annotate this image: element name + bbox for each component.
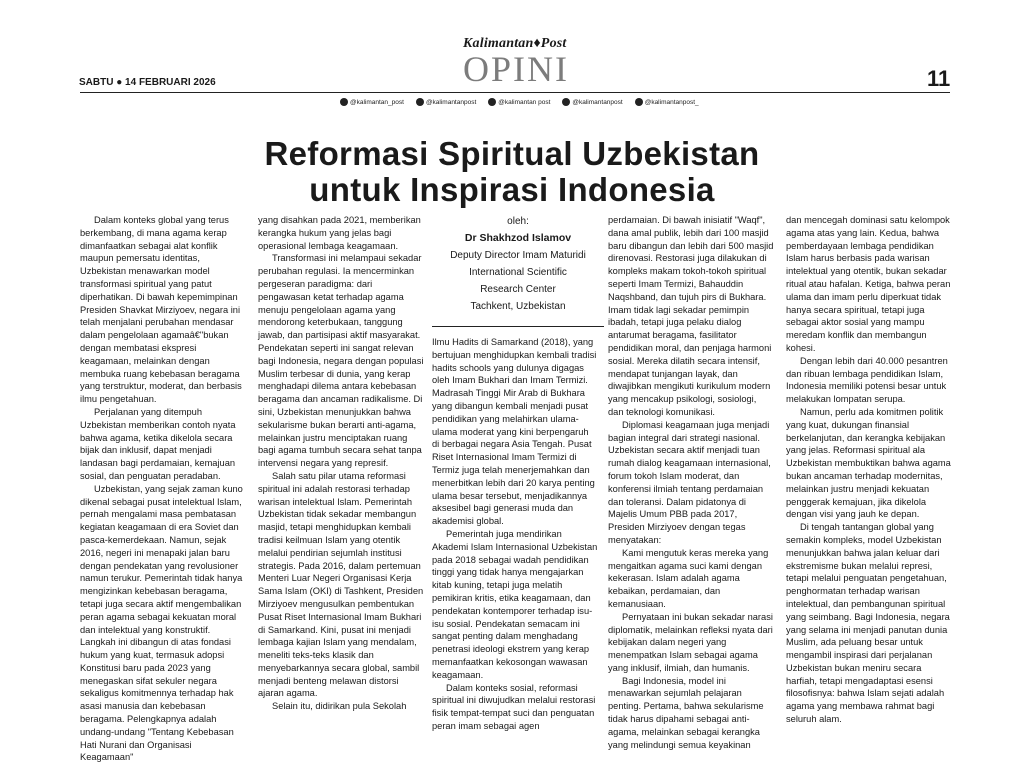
paragraph: Pemerintah juga mendirikan Akademi Islam Internasional Uzbekistan pada 2018 sebagai wadah pendidikan tinggi yang tidak hanya mengajarkan kitab kuning, tetapi juga melatih pemikiran kritis, etika keagamaan, dan pendekatan kontemporer terhadap isu-isu sosial. Pendekatan semacam ini sangat penting dalam menghadang penetrasi ideologi ekstrem yang kerap memanfaatkan kekosongan wawasan keagamaan.	[432, 528, 598, 680]
paragraph: Transformasi ini melampaui sekadar perubahan regulasi. Ia mencerminkan pergeseran paradigma: dari pengawasan ketat terhadap agama menuju pengelolaan agama yang mendorong keterbukaan, tanggung jawab, dan partisipasi aktif masyarakat. Pendekatan seperti ini sangat relevan bagi Indonesia, negara dengan populasi Muslim terbesar di dunia, yang kerap menghadapi dilema antara kebebasan beragama dan ancaman radikalisme. Di sini, Uzbekistan menunjukkan bahwa sekularisme bukan berarti anti-agama, melainkan justru menciptakan ruang bagi agama tumbuh secara sehat tanpa intervensi negara yang represif.	[258, 253, 424, 469]
author-name: Dr Shakhzod Islamov	[464, 232, 572, 244]
paragraph: Selain itu, didirikan pula Sekolah	[272, 701, 407, 712]
newspaper-logo: Kalimantan♦Post	[463, 36, 567, 51]
paragraph: Dengan lebih dari 40.000 pesantren dan ribuan lembaga pendidikan Islam, Indonesia memiliki potensi besar untuk melakukan lompatan serupa.	[786, 355, 948, 405]
social-facebook: @kalimantan post	[488, 98, 550, 106]
author-role: Deputy Director Imam Maturidi	[450, 250, 586, 261]
paragraph: perdamaian. Di bawah inisiatif "Waqf", dana amal publik, lebih dari 100 masjid baru dibangun dan lebih dari 500 masjid direnovasi. Restorasi juga dilakukan di kompleks makam tokoh-tokoh spiritual seperti Imam Termizi, Bahauddin Naqshband, dan tujuh pirs di Bukhara. Imam tidak lagi sekadar pemimpin ibadah, tetapi juga pelaku dialog antarumat beragama, fasilitator pendidikan moral, dan penjaga harmoni sosial. Mereka dilatih secara intensif, mendapat tunjangan layak, dan diwajibkan mengikuti kurikulum modern yang mencakup psikologi, sosiologi, dan teknologi komunikasi.	[608, 215, 774, 417]
paragraph: Perjalanan yang ditempuh Uzbekistan memberikan contoh nyata bahwa agama, ketika dikelola secara bijak dan inklusif, dapat menjadi landasan bagi perdamaian, kemajuan sosial, dan penguatan peradaban.	[80, 406, 236, 481]
page-number: 11	[927, 66, 951, 91]
paragraph: Bagi Indonesia, model ini menawarkan sejumlah pelajaran penting. Pertama, bahwa sekularisme tidak harus dipahami sebagai anti-agama, melainkan sebagai kerangka yang melindungi semua keyakinan	[608, 675, 764, 750]
social-instagram: @kalimantanpost_	[635, 98, 699, 106]
headline-line-2: untuk Inspirasi Indonesia	[309, 171, 715, 208]
paragraph: Di tengah tantangan global yang semakin kompleks, model Uzbekistan menunjukkan bahwa jalan keluar dari ekstremisme bukan melalui represi, tetapi melalui penguatan pengetahuan, penghormatan terhadap warisan intelektual, dan pembangunan spiritual yang seimbang. Bagi Indonesia, negara yang selama ini menjadi panutan dunia Muslim, ada peluang besar untuk mengambil inspirasi dari perjalanan Uzbekistan bukan meniru secara harfiah, tetapi mengadaptasi esensi filosofisnya: bahwa Islam sejati adalah agama yang membawa rahmat bagi seluruh alam.	[786, 522, 950, 725]
social-handles	[340, 98, 699, 106]
social-tiktok: @kalimantan_post	[340, 98, 404, 106]
header-divider	[80, 92, 950, 93]
author-byline	[432, 213, 604, 315]
author-role: International Scientific	[469, 267, 567, 278]
x-icon	[562, 98, 570, 106]
byline-prefix: oleh:	[507, 216, 529, 227]
social-youtube: @kalimantanpost	[416, 98, 476, 106]
paragraph: Uzbekistan, yang sejak zaman kuno dikenal sebagai pusat intelektual Islam, pernah mengalami masa pembatasan kegiatan keagamaan di era Soviet dan pasca-kemerdekaan. Namun, sejak 2016, negeri ini menapaki jalan baru dengan pendekatan yang revolusioner namun terukur. Pemerintah tidak hanya mengizinkan kebebasan beragama, tetapi juga secara aktif mengembalikan peran agama sebagai kekuatan moral dan intelektual yang konstruktif. Langkah ini dibangun di atas fondasi hukum yang kuat, termasuk adopsi Konstitusi baru pada 2023 yang menegaskan sifat sekuler negara sekaligus komitmennya terhadap hak asasi manusia dan kebebasan beragama. Pelengkapnya adalah undang-undang "Tentang Kebebasan Hati Nurani dan Organisasi Keagamaan"	[80, 483, 243, 763]
paragraph: Diplomasi keagamaan juga menjadi bagian integral dari strategi nasional. Uzbekistan secara aktif menjadi tuan rumah dialog keagamaan internasional, forum tokoh Islam moderat, dan konferensi ilmiah tentang perdamaian dan toleransi. Dalam pidatonya di Majelis Umum PBB pada 2017, Presiden Mirziyoev dengan tegas menyatakan:	[608, 419, 771, 545]
tiktok-icon	[340, 98, 348, 106]
article-column-3	[432, 336, 598, 733]
paragraph: Namun, perlu ada komitmen politik yang kuat, dukungan finansial berkelanjutan, dan kerangka kebijakan yang jelas. Reformasi spiritual ala Uzbekistan membuktikan bahwa agama bukan ancaman terhadap modernitas, melainkan justru menjadi kekuatan penggerak kemajuan, jika dikelola dengan visi yang jauh ke depan.	[786, 406, 951, 520]
article-column-5	[786, 214, 952, 726]
paragraph: Ilmu Hadits di Samarkand (2018), yang bertujuan menghidupkan kembali tradisi hadits schools yang dulunya digagas oleh Imam Bukhari dan Imam Termizi. Madrasah Tinggi Mir Arab di Bukhara yang dibangun kembali menjadi pusat pendidikan yang melahirkan ulama-ulama moderat yang kini berpengaruh di berbagai negara Asia Tengah. Pusat Riset Internasional Imam Termizi di Termiz juga telah menerjemahkan dan menerbitkan lebih dari 20 karya penting ulama besar tersebut, menjadikannya aksesibel bagi generasi muda dan akademisi global.	[432, 337, 597, 527]
quote: Kami mengutuk keras mereka yang mengaitkan agama suci kami dengan kekerasan. Islam adalah agama kebaikan, perdamaian, dan kemanusiaan.	[608, 547, 769, 609]
issue-date: SABTU ● 14 FEBRUARI 2026	[79, 77, 216, 88]
section-rubric: OPINI	[463, 49, 569, 89]
youtube-icon	[416, 98, 424, 106]
byline-divider	[432, 326, 604, 327]
paragraph: Dalam konteks sosial, reformasi spiritual ini diwujudkan melalui restorasi fisik tempat-tempat suci dan penguatan peran imam sebagai agen	[432, 682, 596, 731]
paragraph: yang disahkan pada 2021, memberikan kerangka hukum yang jelas bagi operasional lembaga keagamaan.	[258, 215, 421, 251]
facebook-icon	[488, 98, 496, 106]
article-column-4	[608, 214, 774, 751]
article-headline	[0, 136, 1024, 208]
social-x: @kalimantanpost	[562, 98, 622, 106]
headline-line-1: Reformasi Spiritual Uzbekistan	[264, 135, 760, 172]
masthead	[0, 32, 1024, 92]
instagram-icon	[635, 98, 643, 106]
article-column-1	[80, 214, 246, 764]
author-role: Research Center	[480, 284, 556, 295]
paragraph: Pernyataan ini bukan sekadar narasi diplomatik, melainkan refleksi nyata dari kebijakan dalam negeri yang menempatkan Islam sebagai agama yang inklusif, ilmiah, dan humanis.	[608, 611, 773, 673]
paragraph: Salah satu pilar utama reformasi spiritual ini adalah restorasi terhadap warisan intelektual Islam. Pemerintah Uzbekistan tidak sekadar membangun masjid, tetapi menghidupkan kembali tradisi keilmuan Islam yang otentik melalui pendirian sejumlah institusi strategis. Pada 2016, dalam pertemuan Menteri Luar Negeri Organisasi Kerja Sama Islam (OKI) di Tashkent, Presiden Mirziyoev mengusulkan pembentukan Pusat Riset Internasional Imam Bukhari di Samarkand. Kini, pusat ini menjadi lembaga kajian Islam yang mendalam, meneliti teks-teks klasik dan menyebarkannya secara global, sambil menjadi benteng melawan distorsi ajaran agama.	[258, 470, 424, 699]
author-location: Tachkent, Uzbekistan	[470, 301, 566, 312]
paragraph: Dalam konteks global yang terus berkembang, di mana agama kerap dimanfaatkan sebagai alat konflik maupun pemersatu identitas, Uzbekistan menawarkan model transformasi spiritual yang patut diperhatikan. Di bawah kepemimpinan Presiden Shavkat Mirziyoev, negara ini telah menjalani perubahan mendasar dalam pengelolaan agamaâ€"bukan dengan membatasi ekspresi keagamaan, melainkan dengan membuka ruang kebebasan beragama yang terstruktur, moderat, dan berbasis ilmu pengetahuan.	[80, 215, 242, 405]
paragraph: dan mencegah dominasi satu kelompok agama atas yang lain. Kedua, bahwa pemberdayaan lembaga pendidikan Islam harus berbasis pada warisan intelektual yang otentik, bukan sekadar ritual atau hafalan. Ketiga, bahwa peran ulama dan imam perlu diperkuat tidak hanya secara spiritual, tetapi juga sebagai aktor sosial yang mampu meredam konflik dan membangun kohesi.	[786, 215, 951, 353]
article-column-2	[258, 214, 424, 713]
